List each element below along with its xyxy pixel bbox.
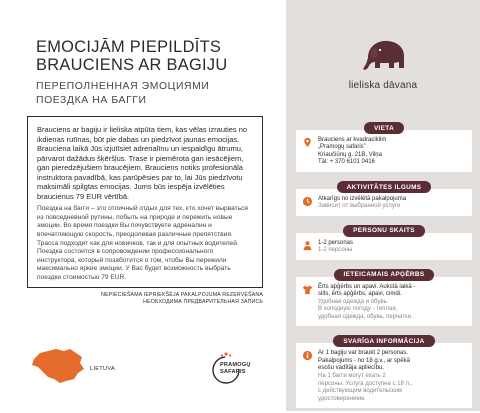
partner-logo (210, 350, 262, 390)
section-title: SVARĪGA INFORMĀCIJA (333, 335, 434, 347)
section-body (296, 130, 472, 172)
booking-note-russian: НЕОБХОДИМА ПРЕДВАРИТЕЛЬНАЯ ЗАПИСЬ (143, 299, 263, 306)
section-body (296, 233, 472, 260)
location-line: Kriaučiūnų g. 21B, Vilņa (318, 151, 382, 158)
partner-logo-line: SAFARIS (220, 369, 246, 375)
title-line: BRAUCIENS AR BAGIJU (36, 56, 228, 74)
title-line: EMOCIJĀM PIEPILDĪTS (36, 38, 222, 56)
location-line: Tāl: + 370 6101 0416 (318, 159, 375, 166)
booking-notes (27, 292, 263, 306)
section-title: PERSONU SKAITS (343, 225, 425, 237)
brand-block (286, 30, 480, 106)
section-title: AKTIVITĀTES ILGUMS (337, 181, 432, 193)
section-location (296, 118, 472, 172)
duration-line: Atkarīgs no izvēlētā pakalpojuma (318, 195, 407, 202)
clothing-line: silts, ērts apģērbs, apavi, cimdi. (318, 291, 402, 298)
partner-logo-line: PRAMOGŲ (220, 362, 251, 368)
description-latvian: Brauciens ar bagiju ir lieliska atpūta tiem, kas vēlas izrauties no ikdienas rutīnas, būt pie dabas un piedzīvot jaunas emocijas. Brauciena laikā Jūs izjutīsiet adrenalīnu un iespaidīgu ātrumu, pārvarot dažādus šķēršļus. Trase ir piemērota gan iesācējiem, gan pieredzējušiem braucējiem. Brauciens notiks profesionāla instruktora pavadībā, kas parūpēsies par to, lai Jūs piedzīvotu maksimāli spilgtas emocijas. Jums būs iespēja izvēlēties braucienus 79 EUR vērtībā. (37, 125, 248, 201)
page-subtitle (36, 80, 280, 107)
info-line: esošu vadītāja apliecību. (318, 365, 385, 372)
info-line: Pakalpojums - no 18 g.v., ar spēkā (318, 357, 410, 364)
info-line-russian: с действующим водительским (318, 388, 402, 395)
description-box (27, 116, 263, 288)
clock-icon (302, 196, 313, 207)
persons-line-russian: 1-2 персоны (318, 247, 353, 254)
info-line-russian: На 1 багги могут ехать 2 (318, 372, 386, 379)
booking-note-latvian: NEPIECIEŠAMA IEPRIEKŠĒJA PAKALPOJUMA REZERVĒŠANA (101, 292, 263, 298)
info-line-russian: удостоверением. (318, 395, 366, 402)
section-body (296, 277, 472, 327)
info-icon (302, 350, 313, 361)
info-line-russian: персоны. Услуга доступна с 18 л., (318, 380, 413, 387)
sidebar (286, 0, 480, 411)
section-title: IETEICAMAIS APĢĒRBS (334, 269, 435, 281)
clothing-line-russian: удобная одежда, обувь, перчатки. (318, 313, 413, 320)
section-persons (296, 221, 472, 260)
section-body (296, 343, 472, 408)
lithuania-map-icon (30, 345, 86, 385)
clothing-line: Ērts apģērbs un apavi. Aukstā laikā - (318, 283, 416, 290)
subtitle-line: ПЕРЕПОЛНЕННАЯ ЭМОЦИЯМИ (36, 81, 210, 92)
info-sections (296, 118, 472, 413)
section-title: VIETA (364, 122, 404, 134)
persons-line: 1-2 personas (318, 239, 354, 246)
clothing-line-russian: Удобная одежда и обувь. (318, 298, 389, 305)
country-label: LIETUVA (90, 366, 115, 372)
clothing-line-russian: В холодную погоду - теплая, (318, 306, 398, 313)
location-line: „Pramogų safaris” (318, 144, 366, 151)
person-icon (302, 240, 313, 251)
description-russian: Поездка на багги – это отличный отдых для тех, кто хочет вырваться из повседневной рутины, побыть на природе и пережить новые эмоции. Во время поездки Вы почувствуете адреналин и впечатляющую скорость, преодолевая различные препятствия. Трасса подходит как для новичков, так и для опытных водителей. Поездка состоится в сопровождении профессионального инструктора, который позаботится о том, чтобы Вы пережили максимально яркие эмоции. У Вас будет возможность выбрать поездки стоимостью 79 EUR. (37, 205, 248, 281)
section-duration (296, 177, 472, 216)
elephant-logo-icon (358, 36, 410, 74)
shirt-icon (302, 284, 313, 295)
page-title (36, 38, 280, 74)
title-block (36, 38, 280, 107)
info-line: Ar 1 bagiju var braukt 2 personas. (318, 350, 409, 357)
section-body (296, 189, 472, 216)
location-line: Brauciens ar kvadraciklim (318, 136, 387, 143)
subtitle-line: ПОЕЗДКА НА БАГГИ (36, 94, 147, 106)
map-pin-icon (302, 137, 313, 148)
duration-line-russian: Зависит от выбранной услуги (318, 203, 401, 210)
section-clothing (296, 265, 472, 327)
section-important-info (296, 331, 472, 408)
brand-name: lieliska dāvana (348, 80, 418, 91)
